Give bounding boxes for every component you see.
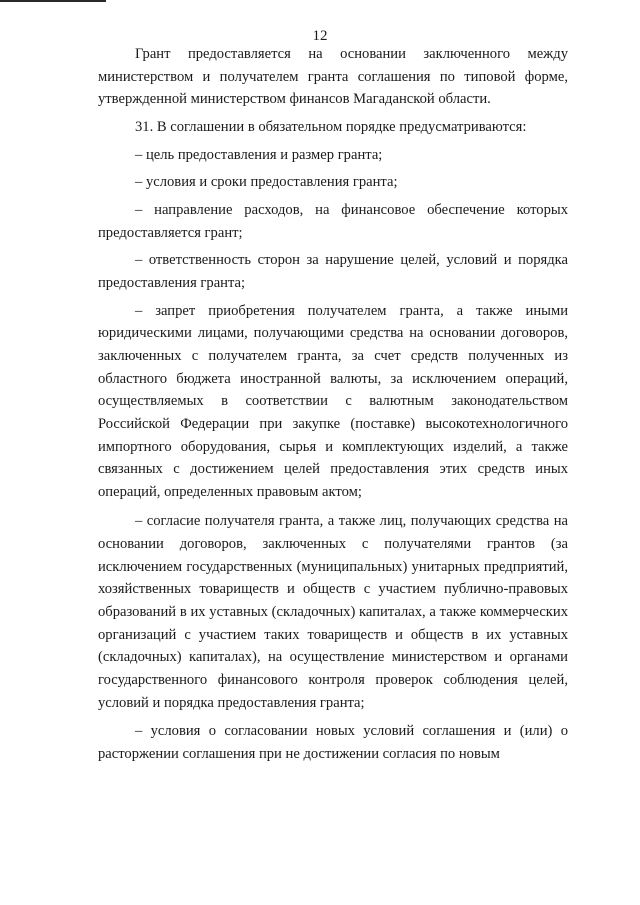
- document-body: [98, 43, 568, 766]
- list-item-responsibility: – ответственность сторон за нарушение целей, условий и порядка предоставления гранта;: [98, 252, 568, 291]
- scan-edge-mark: [0, 0, 106, 2]
- list-item-terms: – условия и сроки предоставления гранта;: [135, 174, 398, 191]
- list-item-goal-and-amount: – цель предоставления и размер гранта;: [135, 146, 383, 163]
- list-item-new-conditions: – условия о согласовании новых условий соглашения и (или) о расторжении соглашения при не достижении согласия по новым: [98, 723, 568, 763]
- list-item-currency-ban: – запрет приобретения получателем гранта, а также иными юридическими лицами, получающими средства на основании договоров, заключенных с получателем гранта, за счет средств полученных из областного бюджета иностранной валюты, за исключением операций, осуществляемых в соответствии с валютным законодательством Российской Федерации при закупке (поставке) высокотехнологичного импортного оборудования, сырья и комплектующих изделий, а также связанных с достижением целей предоставления этих средств иных операций, определенных правовым актом;: [98, 302, 568, 500]
- page-number: 12: [312, 28, 328, 44]
- paragraph-grant-basis: Грант предоставляется на основании заключенного между министерством и получателем гранта соглашения по типовой форме, утвержденной министерством финансов Магаданской области.: [98, 46, 568, 108]
- paragraph-clause-31: 31. В соглашении в обязательном порядке предусматриваются:: [135, 118, 527, 135]
- list-item-expense-direction: – направление расходов, на финансовое обеспечение которых предоставляется грант;: [98, 201, 568, 241]
- list-item-audit-consent: – согласие получателя гранта, а также лиц, получающих средства на основании договоров, заключенных с получателями грантов (за исключением государственных (муниципальных) унитарных предприятий, хозяйственных товариществ и обществ с участием публично-правовых образований в их уставных (складочных) капиталах, а также коммерческих организаций с участием таких товариществ и обществ в их уставных (складочных) капиталах), на осуществление министерством и органами государственного финансового контроля проверок соблюдения целей, условий и порядка предоставления гранта;: [98, 513, 568, 711]
